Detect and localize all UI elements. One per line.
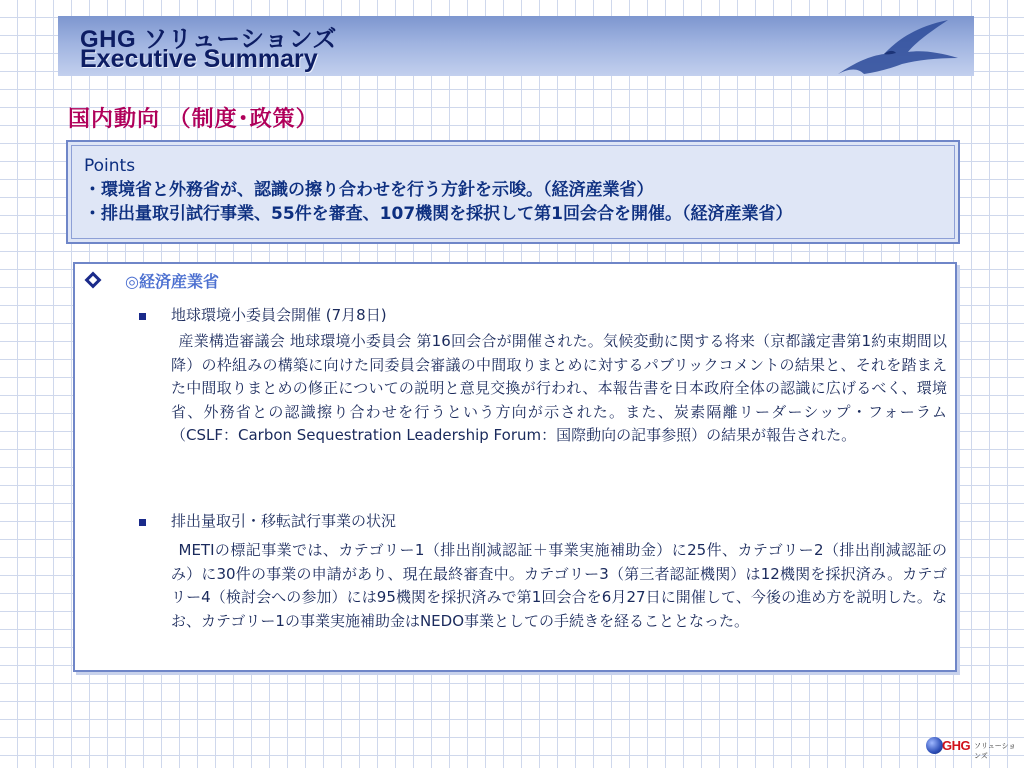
diamond-bullet-icon xyxy=(85,272,102,289)
points-box xyxy=(66,140,960,244)
points-line: ・排出量取引試行事業、55件を審査、107機関を採択して第1回会合を開催。（経済産業省） xyxy=(84,204,793,224)
item-heading: 地球環境小委員会開催 (7月8日) xyxy=(171,306,387,324)
globe-icon xyxy=(926,737,943,754)
content-box xyxy=(73,262,957,672)
square-bullet-icon xyxy=(139,313,146,320)
points-content xyxy=(71,145,955,239)
logo-text: ソリューションズ xyxy=(974,742,1016,760)
footer-logo xyxy=(926,737,1016,760)
item-body: METIの標記事業では、カテゴリー1（排出削減認証＋事業実施補助金）に25件、カテゴリー2（排出削減認証のみ）に30件の事業の申請があり、現在最終審査中。カテゴリー3（第三者認証機関）は12機関を採択済み。カテゴリー4（検討会への参加）には95機関を採択済みで第1回会合を6月27日に開催して、今後の進め方を説明した。なお、カテゴリー1の事業実施補助金はNEDO事業としての手続きを経ることとなった。 xyxy=(171,541,947,630)
item-body: 産業構造審議会 地球環境小委員会 第16回会合が開催された。気候変動に関する将来（京都議定書第1約束期間以降）の枠組みの構築に向けた同委員会審議の中間取りまとめに対するパブリックコメントの結果と、それを踏まえた中間取りまとめの修正についての説明と意見交換が行われ、本報告書を日本政府全体の認識に広げるべく、環境省、外務省との認識擦り合わせを行うという方向が示された。また、炭素隔離リーダーシップ・フォーラム（CSLF：Carbon Sequestration Leadership Forum：国際動向の記事参照）の結果が報告された。 xyxy=(171,332,947,444)
banner-title: GHG ソリューションズ xyxy=(80,26,337,53)
eagle-icon xyxy=(798,16,974,76)
banner-subtitle: Executive Summary xyxy=(80,45,318,73)
page-title: 国内動向 （制度･政策） xyxy=(68,107,319,132)
points-line: ・環境省と外務省が、認識の擦り合わせを行う方針を示唆。（経済産業省） xyxy=(84,180,654,200)
item-heading: 排出量取引・移転試行事業の状況 xyxy=(171,512,397,530)
section-heading: ◎経済産業省 xyxy=(125,272,219,291)
points-heading: Points xyxy=(84,156,136,176)
square-bullet-icon xyxy=(139,519,146,526)
logo-brand: GHG xyxy=(942,738,971,753)
header-banner xyxy=(58,16,974,76)
